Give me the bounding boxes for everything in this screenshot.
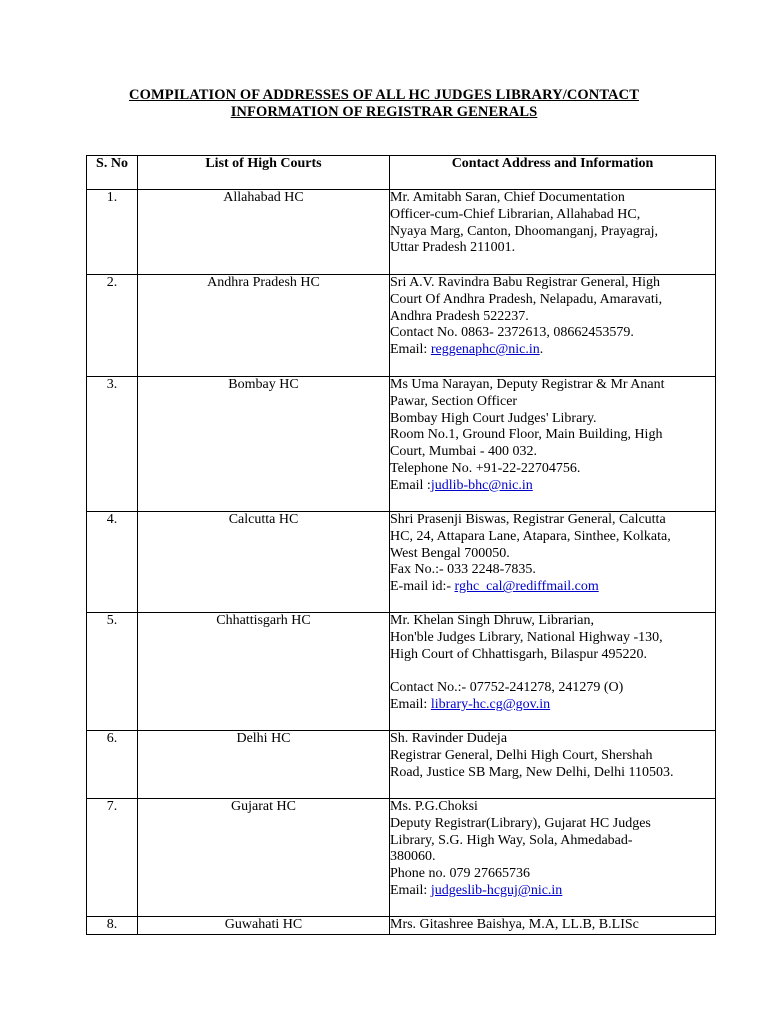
cell-contact	[390, 613, 716, 731]
contact-line: Room No.1, Ground Floor, Main Building, High	[390, 427, 663, 443]
cell-sno: 7.	[87, 799, 138, 917]
cell-court: Andhra Pradesh HC	[138, 275, 390, 377]
contact-line: Sri A.V. Ravindra Babu Registrar General, High	[390, 275, 660, 290]
contact-line: Mrs. Gitashree Baishya, M.A, LL.B, B.LISc	[390, 917, 639, 932]
table-row	[87, 190, 716, 275]
cell-sno: 2.	[87, 275, 138, 377]
email-prefix: E-mail id:-	[390, 579, 455, 595]
cell-contact	[390, 799, 716, 917]
contact-line: Ms. P.G.Choksi	[390, 799, 478, 814]
email-line	[390, 478, 715, 495]
email-link[interactable]: reggenaphc@nic.in	[430, 342, 540, 358]
cell-court: Calcutta HC	[138, 512, 390, 613]
table-row	[87, 512, 716, 613]
cell-contact	[390, 275, 716, 377]
cell-court: Chhattisgarh HC	[138, 613, 390, 731]
cell-sno: 8.	[87, 917, 138, 935]
table-row	[87, 377, 716, 512]
contact-line: Court Of Andhra Pradesh, Nelapadu, Amaravati,	[390, 291, 663, 307]
email-line	[390, 883, 715, 900]
contact-line: Mr. Amitabh Saran, Chief Documentation	[390, 190, 625, 205]
table-header-row	[87, 156, 716, 190]
cell-sno: 4.	[87, 512, 138, 613]
cell-contact	[390, 731, 716, 799]
contact-line: Phone no. 079 27665736	[390, 866, 530, 882]
cell-sno: 3.	[87, 377, 138, 512]
contact-line: Uttar Pradesh 211001.	[390, 240, 516, 256]
contact-line: Telephone No. +91-22-22704756.	[390, 460, 581, 476]
contact-line: West Bengal 700050.	[390, 545, 510, 561]
table-row	[87, 799, 716, 917]
contact-line: Bombay High Court Judges' Library.	[390, 410, 597, 426]
contact-line: HC, 24, Attapara Lane, Atapara, Sinthee, Kolkata,	[390, 528, 671, 544]
contact-line: Andhra Pradesh 522237.	[390, 308, 529, 324]
contact-line: Contact No. 0863- 2372613, 08662453579.	[390, 325, 634, 341]
email-link[interactable]: judlib-bhc@nic.in	[430, 477, 533, 493]
cell-court: Allahabad HC	[138, 190, 390, 275]
cell-sno: 1.	[87, 190, 138, 275]
cell-contact	[390, 377, 716, 512]
contact-line: Sh. Ravinder Dudeja	[390, 731, 508, 746]
cell-court: Guwahati HC	[138, 917, 390, 935]
document-title	[0, 87, 768, 121]
contact-line: 380060.	[390, 849, 436, 865]
header-contact: Contact Address and Information	[390, 156, 716, 190]
cell-court: Bombay HC	[138, 377, 390, 512]
contact-line: Deputy Registrar(Library), Gujarat HC Judges	[390, 815, 651, 831]
table-row	[87, 613, 716, 731]
cell-contact	[390, 917, 716, 935]
cell-court: Gujarat HC	[138, 799, 390, 917]
contact-line: Mr. Khelan Singh Dhruw, Librarian,	[390, 613, 594, 628]
contact-line: Hon'ble Judges Library, National Highway -130,	[390, 629, 663, 645]
contact-line: Court, Mumbai - 400 032.	[390, 444, 537, 460]
table-row	[87, 917, 716, 935]
email-line	[390, 697, 715, 714]
email-prefix: Email:	[390, 882, 431, 898]
blank-line	[390, 663, 715, 680]
table-row	[87, 731, 716, 799]
table-row	[87, 275, 716, 377]
contact-line: Library, S.G. High Way, Sola, Ahmedabad-	[390, 832, 633, 848]
cell-contact	[390, 512, 716, 613]
contact-line: Officer-cum-Chief Librarian, Allahabad HC,	[390, 206, 641, 222]
contact-line: High Court of Chhattisgarh, Bilaspur 495220.	[390, 646, 648, 662]
cell-sno: 5.	[87, 613, 138, 731]
header-sno: S. No	[87, 156, 138, 190]
header-court: List of High Courts	[138, 156, 390, 190]
contact-line: Shri Prasenji Biswas, Registrar General, Calcutta	[390, 512, 666, 527]
email-prefix: Email:	[390, 696, 431, 712]
document-title-line-1: COMPILATION OF ADDRESSES OF ALL HC JUDGES LIBRARY/CONTACT	[129, 87, 639, 103]
cell-sno: 6.	[87, 731, 138, 799]
high-courts-table	[86, 155, 716, 935]
contact-line: Pawar, Section Officer	[390, 393, 518, 409]
document-title-line-2: INFORMATION OF REGISTRAR GENERALS	[230, 104, 538, 120]
cell-contact	[390, 190, 716, 275]
email-line	[390, 579, 715, 596]
email-link[interactable]: judgeslib-hcguj@nic.in	[430, 882, 563, 898]
email-prefix: Email :	[390, 477, 431, 493]
contact-line: Ms Uma Narayan, Deputy Registrar & Mr Anant	[390, 377, 665, 392]
contact-line: Road, Justice SB Marg, New Delhi, Delhi 110503.	[390, 764, 674, 780]
email-link[interactable]: rghc_cal@rediffmail.com	[454, 579, 599, 595]
email-suffix: .	[539, 342, 544, 358]
contact-line: Nyaya Marg, Canton, Dhoomanganj, Prayagraj,	[390, 223, 659, 239]
contact-line: Registrar General, Delhi High Court, Shershah	[390, 747, 653, 763]
email-link[interactable]: library-hc.cg@gov.in	[430, 696, 551, 712]
contact-line: Contact No.:- 07752-241278, 241279 (O)	[390, 680, 624, 696]
email-prefix: Email:	[390, 342, 431, 358]
email-line	[390, 342, 715, 359]
cell-court: Delhi HC	[138, 731, 390, 799]
contact-line: Fax No.:- 033 2248-7835.	[390, 562, 536, 578]
